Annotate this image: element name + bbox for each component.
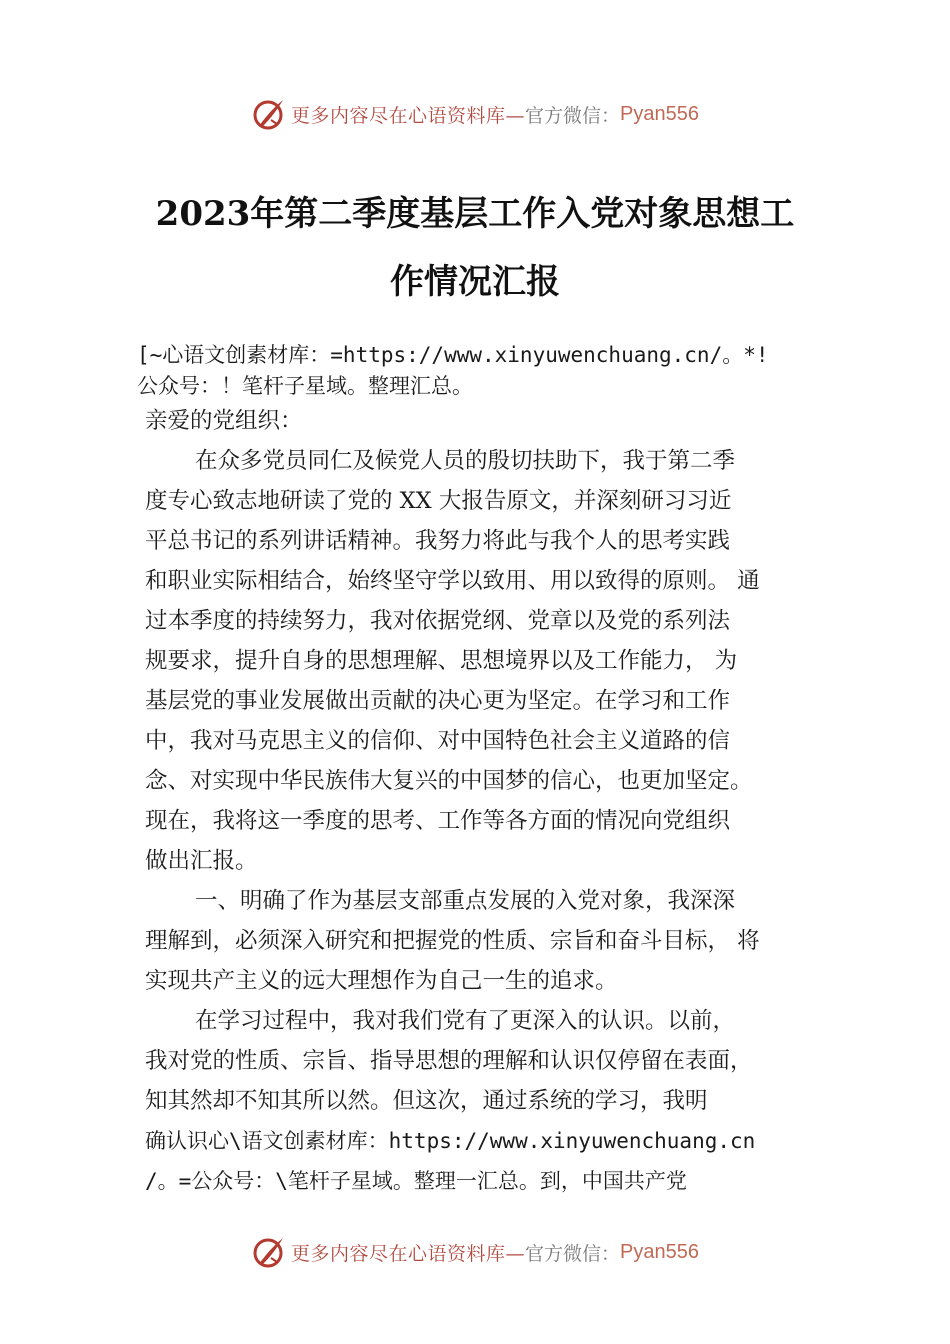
body-line: 和职业实际相结合，始终坚守学以致用、用以致得的原则。 通	[145, 568, 760, 594]
banner-wechat-id: Pyan556	[620, 1240, 699, 1263]
body-line: 在学习过程中，我对我们党有了更深入的认识。以前，	[195, 1008, 736, 1034]
body-line: 念、对实现中华民族伟大复兴的中国梦的信心，也更加坚定。	[145, 768, 753, 794]
body-line-source: /。=公众号：\笔杆子星域。整理一汇总。到，中国共产党	[145, 1169, 687, 1193]
body-line: 规要求，提升自身的思想理解、思想境界以及工作能力， 为	[145, 648, 738, 674]
body-line: 中，我对马克思主义的信仰、对中国特色社会主义道路的信	[145, 728, 731, 754]
source-note-line-2: 公众号：！笔杆子星域。整理汇总。	[137, 374, 473, 398]
title-line-2: 作情况汇报	[390, 262, 560, 302]
body-line: 度专心致志地研读了党的 XX 大报告原文，并深刻研习习近	[145, 488, 732, 514]
body-line: 实现共产主义的远大理想作为自己一生的追求。	[145, 968, 618, 994]
quill-circle-logo-icon	[251, 96, 287, 132]
source-note-line-1: [~心语文创素材库：=https://www.xinyuwenchuang.cn/。*!	[137, 343, 769, 367]
title-line-1: 2023年第二季度基层工作入党对象思想工	[155, 194, 795, 234]
footer-banner	[0, 1232, 950, 1272]
body-line: 现在，我将这一季度的思考、工作等各方面的情况向党组织	[145, 808, 731, 834]
banner-text: 更多内容尽在心语资料库—	[291, 1242, 526, 1265]
body-line: 平总书记的系列讲话精神。我努力将此与我个人的思考实践	[145, 528, 731, 554]
document-body	[145, 401, 845, 1201]
banner-wechat-label: 官方微信：	[525, 1242, 621, 1265]
body-line: 做出汇报。	[145, 848, 258, 874]
section-heading-line: 一、明确了作为基层支部重点发展的入党对象，我深深	[195, 888, 736, 914]
quill-circle-logo-icon	[251, 1234, 287, 1270]
body-line: 我对党的性质、宗旨、指导思想的理解和认识仅停留在表面，	[145, 1048, 753, 1074]
banner-wechat-label: 官方微信：	[525, 104, 621, 127]
body-line: 过本季度的持续努力，我对依据党纲、党章以及党的系列法	[145, 608, 731, 634]
document-title	[100, 180, 850, 316]
source-note	[137, 340, 837, 402]
body-line: 基层党的事业发展做出贡献的决心更为坚定。在学习和工作	[145, 688, 731, 714]
header-banner	[0, 94, 950, 134]
banner-text: 更多内容尽在心语资料库—	[291, 104, 526, 127]
body-line: 在众多党员同仁及候党人员的殷切扶助下，我于第二季	[195, 448, 736, 474]
banner-wechat-id: Pyan556	[620, 102, 699, 125]
salutation: 亲爱的党组织：	[145, 408, 303, 434]
body-line-source: 确认识心\语文创素材库：https://www.xinyuwenchuang.cn	[145, 1129, 756, 1153]
body-line: 理解到，必须深入研究和把握党的性质、宗旨和奋斗目标， 将	[145, 928, 760, 954]
body-line: 知其然却不知其所以然。但这次，通过系统的学习，我明	[145, 1088, 708, 1114]
